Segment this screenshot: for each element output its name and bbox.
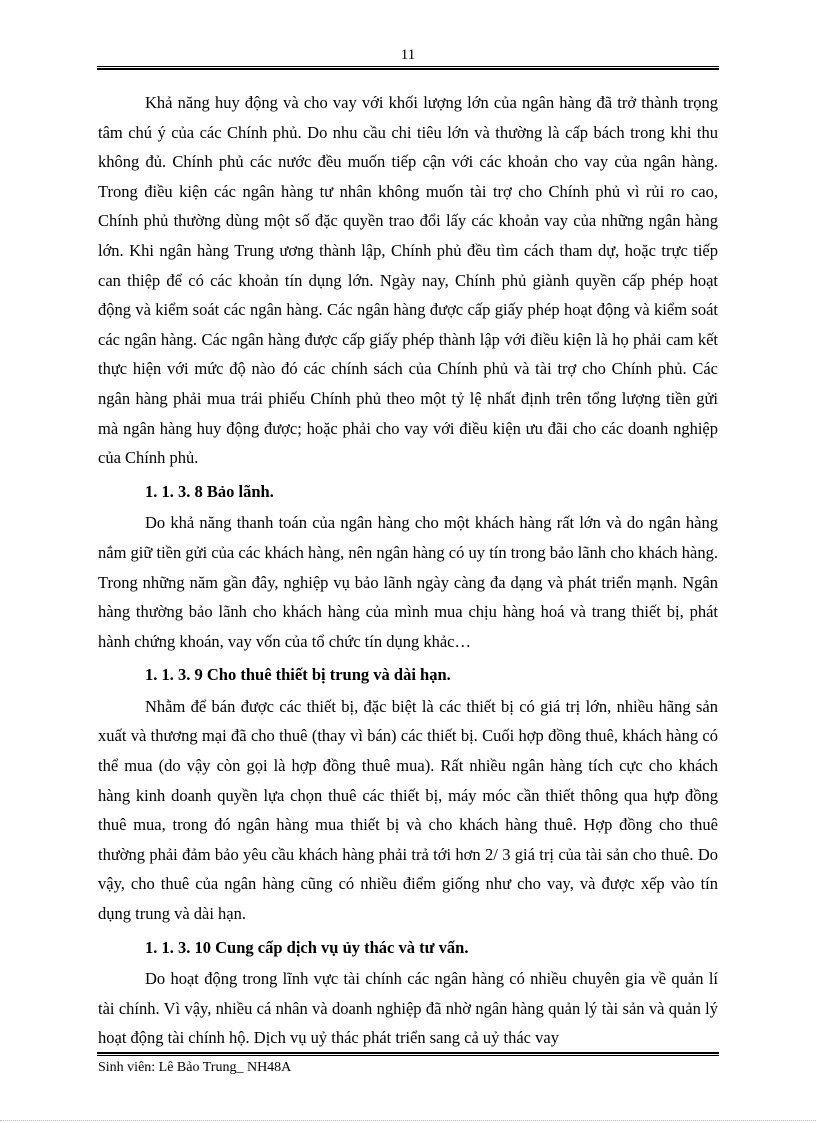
footer-author: Sinh viên: Lê Bảo Trung_ NH48A bbox=[98, 1060, 292, 1075]
document-body bbox=[98, 88, 718, 1053]
page-edge-divider bbox=[0, 1120, 816, 1121]
section-heading: 1. 1. 3. 9 Cho thuê thiết bị trung và dài hạn. bbox=[145, 665, 451, 685]
header-divider bbox=[97, 66, 719, 70]
section-heading: 1. 1. 3. 8 Bảo lãnh. bbox=[145, 481, 274, 501]
paragraph: Nhằm để bán được các thiết bị, đặc biệt là các thiết bị có giá trị lớn, nhiều hãng sản xuất và thương mại đã cho thuê (thay vì bán) các thiết bị. Cuối hợp đồng thuê, khách hàng có thể mua (do vậy còn gọi là hợp đồng thuê mua). Rất nhiều ngân hàng tích cực cho khách hàng kinh doanh quyền lựa chọn thuê các thiết bị, máy móc cần thiết thông qua hựp đồng thuê mua, trong đó ngân hàng mua thiết bị và cho khách hàng thuê. Hợp đồng cho thuê thường phải đảm bảo yêu cầu khách hàng phải trả tới hơn 2/ 3 giá trị của tài sản cho thuê. Do vậy, cho thuê của ngân hàng cũng có nhiều điểm giống như cho vay, và được xếp vào tín dụng trung và dài hạn. bbox=[98, 696, 718, 924]
section-heading: 1. 1. 3. 10 Cung cấp dịch vụ ủy thác và tư vấn. bbox=[145, 937, 469, 957]
page-number: 11 bbox=[400, 47, 416, 63]
paragraph: Khả năng huy động và cho vay với khối lượng lớn của ngân hàng đã trở thành trọng tâm chú ý của các Chính phủ. Do nhu cầu chi tiêu lớn và thường là cấp bách trong khi thu không đủ. Chính phủ các nước đều muốn tiếp cận với các khoản cho vay của ngân hàng. Trong điều kiện các ngân hàng tư nhân không muốn tài trợ cho Chính phủ vì rủi ro cao, Chính phủ thường dùng một số đặc quyền trao đổi lấy các khoản vay của những ngân hàng lớn. Khi ngân hàng Trung ương thành lập, Chính phủ đều tìm cách tham dự, hoặc trực tiếp can thiệp để có các khoản tín dụng lớn. Ngày nay, Chính phủ giành quyền cấp phép hoạt động và kiểm soát các ngân hàng. Các ngân hàng được cấp giấy phép hoạt động và kiểm soát các ngân hàng. Các ngân hàng được cấp giấy phép thành lập với điều kiện là họ phải cam kết thực hiện với mức độ nào đó các chính sách của Chính phủ và tài trợ cho Chính phủ. Các ngân hàng phải mua trái phiếu Chính phủ theo một tỷ lệ nhất định trên tổng lượng tiền gửi mà ngân hàng huy động được; hoặc phải cho vay với điều kiện ưu đãi cho các doanh nghiệp của Chính phủ. bbox=[98, 93, 718, 468]
paragraph: Do khả năng thanh toán của ngân hàng cho một khách hàng rất lớn và do ngân hàng nắm giữ tiền gửi của các khách hàng, nên ngân hàng có uy tín trong bảo lãnh cho khách hàng. Trong những năm gần đây, nghiệp vụ bảo lãnh ngày càng đa dạng và phát triển mạnh. Ngân hàng thường bảo lãnh cho khách hàng của mình mua chịu hàng hoá và trang thiết bị, phát hành chứng khoán, vay vốn của tổ chức tín dụng khảc… bbox=[98, 513, 718, 651]
paragraph: Do hoạt động trong lĩnh vực tài chính các ngân hàng có nhiều chuyên gia về quản lí tài chính. Vì vậy, nhiều cá nhân và doanh nghiệp đã nhờ ngân hàng quản lý tài sản và quản lý hoạt động tài chính hộ. Dịch vụ uỷ thác phát triển sang cả uỷ thác vay bbox=[98, 969, 718, 1048]
footer-divider bbox=[97, 1052, 719, 1056]
